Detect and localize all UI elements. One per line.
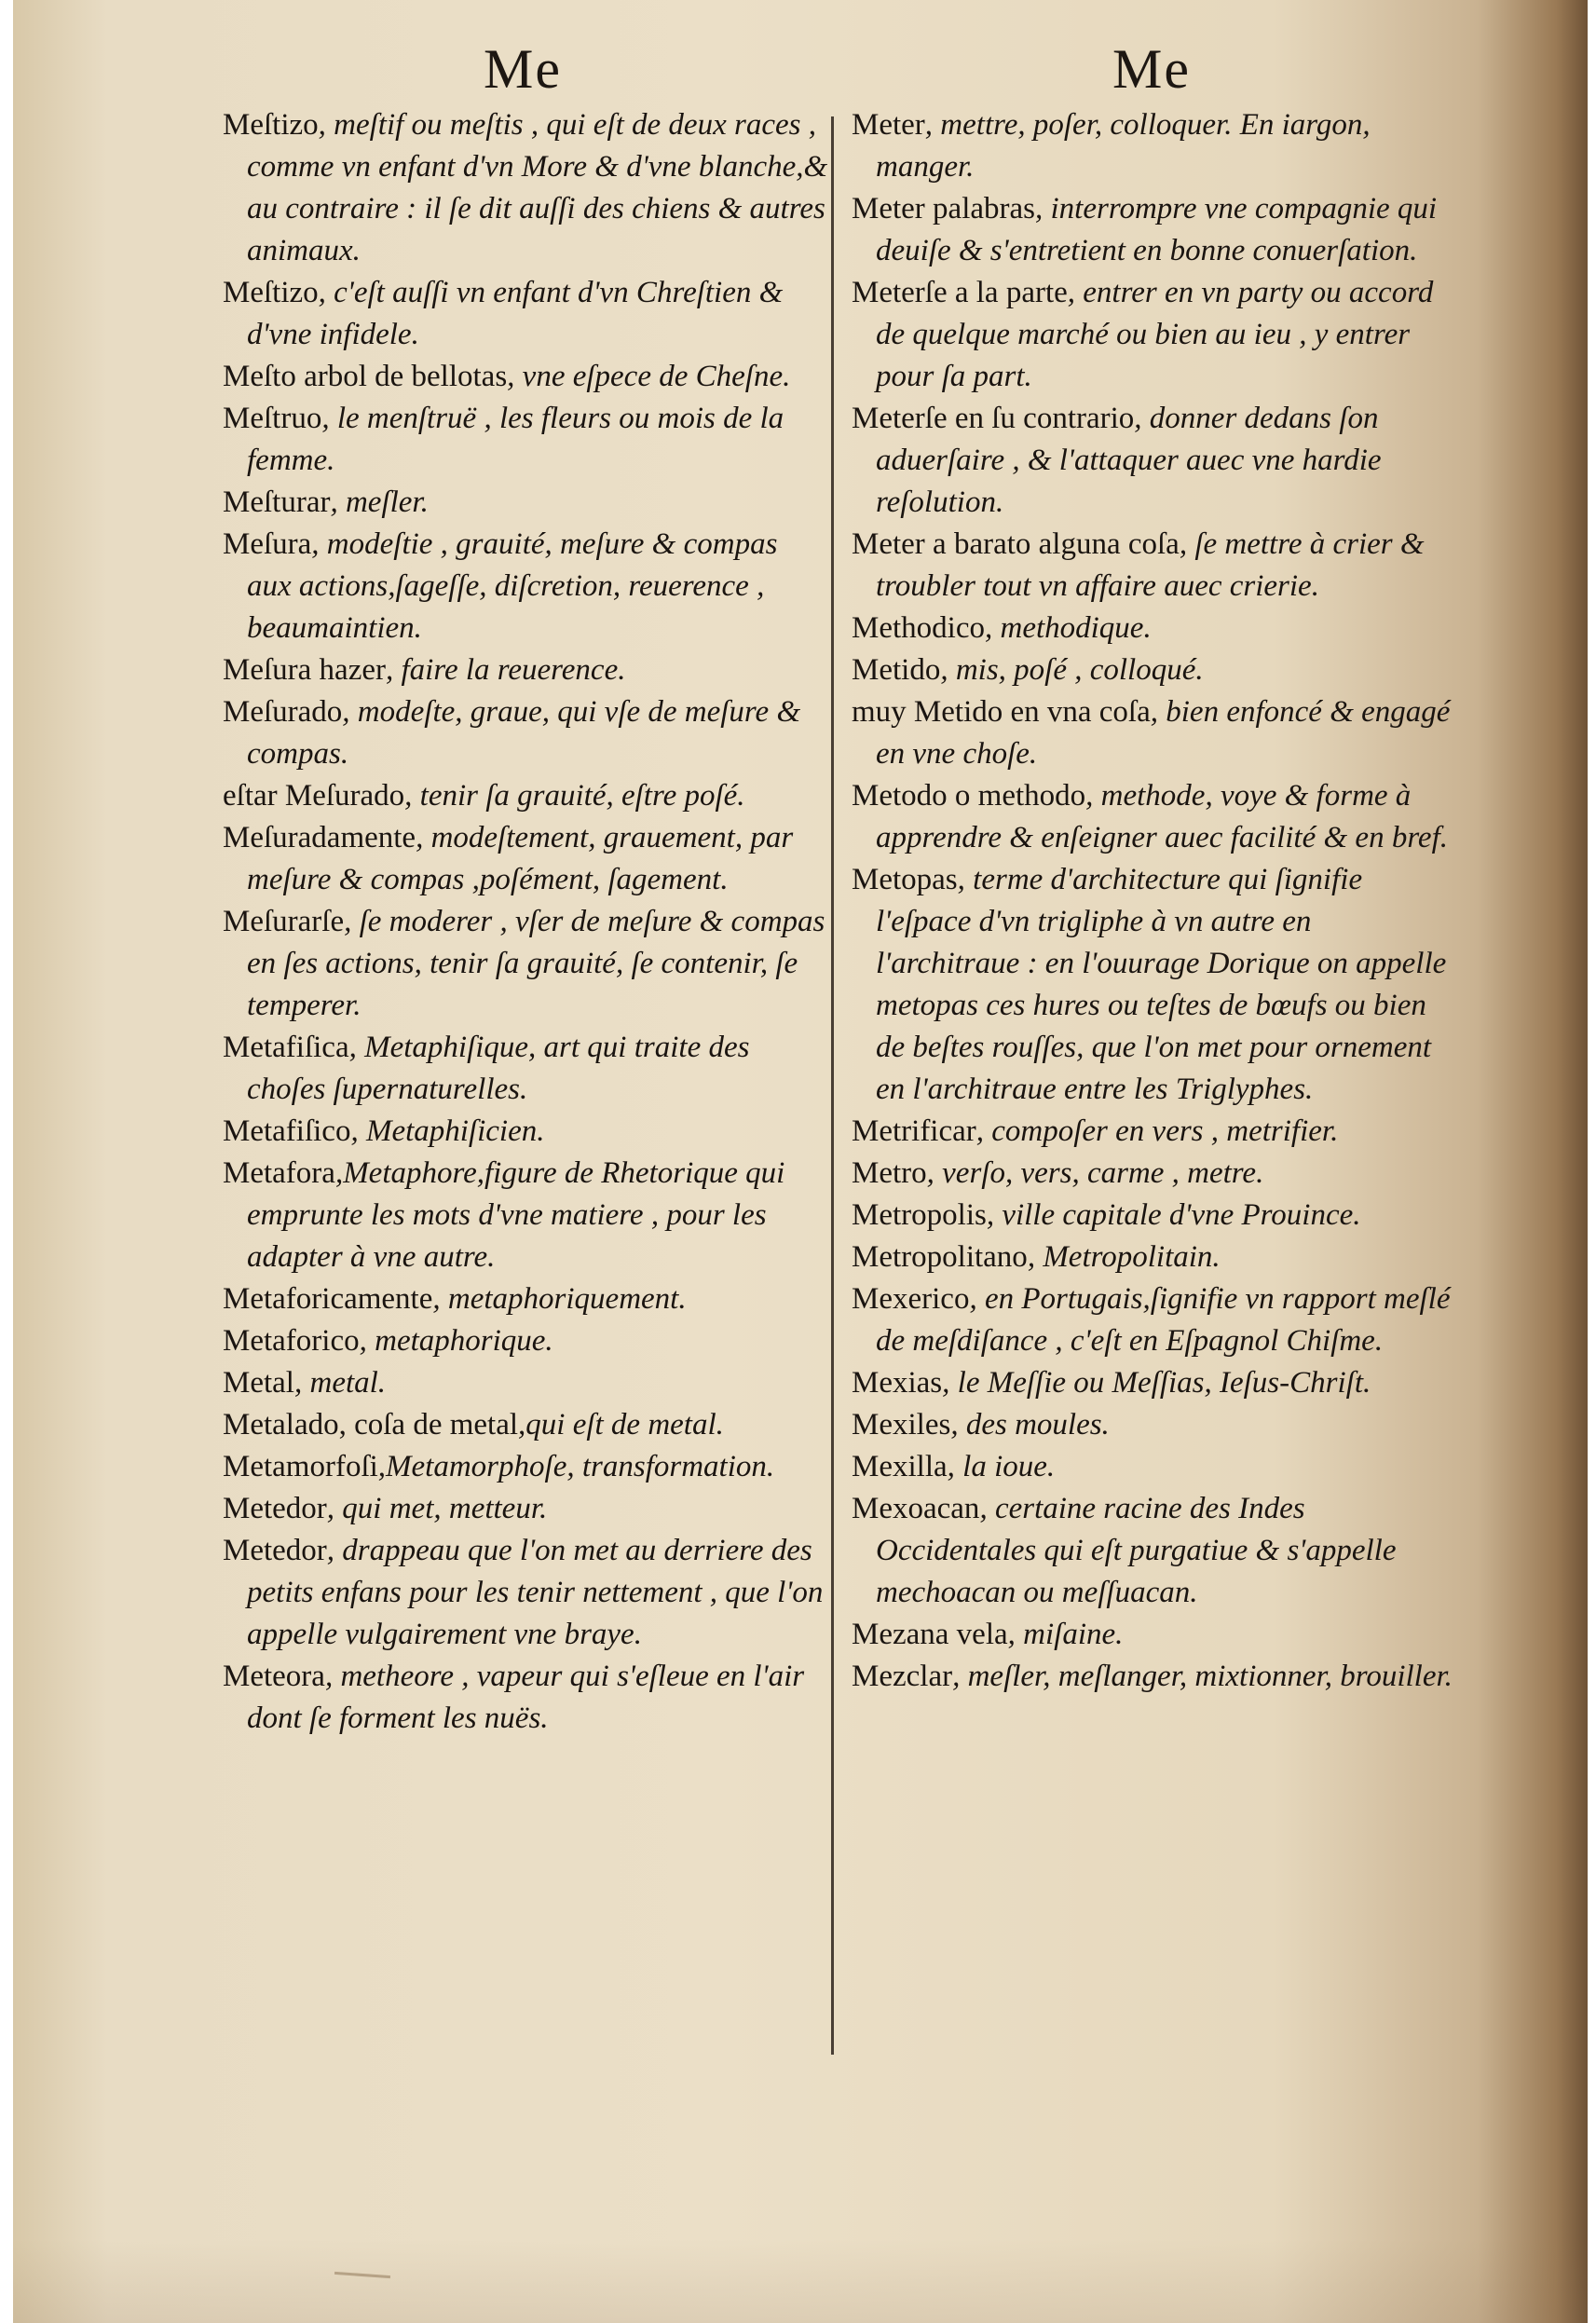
entry-headword: Metaforicamente xyxy=(223,1282,433,1316)
dictionary-entry xyxy=(223,1153,828,1278)
entry-definition: , faire la reuerence. xyxy=(385,653,626,687)
dictionary-entry xyxy=(223,649,828,691)
entry-definition: , meſler. xyxy=(330,485,429,519)
dictionary-entry xyxy=(223,817,828,901)
entry-definition: , modeſtie , grauité, meſure & compas aux actions,ſageſſe, diſcretion, reuerence , beaumaintien. xyxy=(247,527,778,645)
entry-headword: Meſuradamente xyxy=(223,821,416,854)
entry-definition: , metaphoriquement. xyxy=(432,1282,687,1316)
entry-definition: , tenir ſa grauité, eſtre poſé. xyxy=(404,779,745,813)
entry-definition: , le Meſſie ou Meſſias, Ieſus-Chriſt. xyxy=(942,1366,1371,1400)
dictionary-entry xyxy=(852,272,1457,398)
dictionary-entry xyxy=(223,1404,828,1446)
entry-headword: Metropolis xyxy=(852,1198,987,1232)
dictionary-entry xyxy=(223,482,828,524)
dictionary-entry xyxy=(852,1614,1457,1656)
entry-headword: Metro xyxy=(852,1156,927,1190)
entry-definition: , Metaphiſique, art qui traite des choſes ſupernaturelles. xyxy=(247,1031,750,1106)
entry-headword: Metido xyxy=(852,653,941,687)
entry-definition: , metaphorique. xyxy=(359,1324,553,1358)
entry-headword: Metrificar xyxy=(852,1114,976,1148)
entry-definition: , vne eſpece de Cheſne. xyxy=(507,360,791,393)
entry-headword: Metedor xyxy=(223,1492,327,1525)
entry-definition: , le menſtruë , les fleurs ou mois de la femme. xyxy=(247,402,784,477)
dictionary-entry xyxy=(852,1278,1457,1362)
entry-definition: , ſe mettre à crier & troubler tout vn affaire auec crierie. xyxy=(876,527,1425,603)
entry-headword: Meſtizo xyxy=(223,108,319,142)
entry-headword: Meterſe en ſu contrario xyxy=(852,402,1135,435)
dictionary-entry xyxy=(223,1027,828,1111)
entry-definition: , bien enfoncé & engagé en vne choſe. xyxy=(876,695,1451,771)
entry-headword: Meter palabras xyxy=(852,192,1035,225)
entry-headword: eſtar Meſurado xyxy=(223,779,405,813)
entry-headword: Meterſe a la parte xyxy=(852,276,1068,309)
entry-headword: Meſura xyxy=(223,527,312,561)
dictionary-entry xyxy=(852,1195,1457,1237)
dictionary-entry xyxy=(852,1153,1457,1195)
entry-definition: , meſtif ou meſtis , qui eſt de deux races , comme vn enfant d'vn More & d'vne blanche,& au contraire : il ſe dit auſſi des chiens & autres animaux. xyxy=(247,108,828,267)
dictionary-page xyxy=(13,0,1588,2323)
entry-definition: , modeſtement, grauement, par meſure & compas ,poſément, ſagement. xyxy=(247,821,794,896)
entry-headword: Metafiſica xyxy=(223,1031,349,1064)
dictionary-entry xyxy=(223,1488,828,1530)
entry-headword: Meteora xyxy=(223,1660,325,1693)
entry-definition: , interrompre vne compagnie qui deuiſe & s'entretient en bonne conuerſation. xyxy=(876,192,1438,267)
entry-headword: Metafora xyxy=(223,1156,335,1190)
entry-definition: , miſaine. xyxy=(1007,1618,1124,1651)
dictionary-entry xyxy=(852,1111,1457,1153)
entry-headword: Mexoacan xyxy=(852,1492,980,1525)
entry-headword: Metopas xyxy=(852,863,958,896)
entry-headword: Meter a barato alguna coſa xyxy=(852,527,1180,561)
entry-definition: ,Metaphore,figure de Rhetorique qui emprunte les mots d'vne matiere , pour les adapter à vne autre. xyxy=(247,1156,785,1274)
entry-definition: , metheore , vapeur qui s'eſleue en l'air dont ſe forment les nuës. xyxy=(247,1660,805,1735)
entry-headword: Meter xyxy=(852,108,925,142)
entry-headword: Meſura hazer xyxy=(223,653,386,687)
entry-definition: , mettre, poſer, colloquer. En iargon, manger. xyxy=(876,108,1371,184)
entry-headword: Metafiſico xyxy=(223,1114,351,1148)
entry-headword: Mexias xyxy=(852,1366,943,1400)
entry-definition: ,qui eſt de metal. xyxy=(518,1408,724,1442)
dictionary-entry xyxy=(852,1488,1457,1614)
entry-definition: , drappeau que l'on met au derriere des petits enfans pour les tenir nettement , que l'on appelle vulgairement vne braye. xyxy=(247,1534,824,1651)
dictionary-entry xyxy=(852,398,1457,524)
dictionary-entry xyxy=(852,524,1457,608)
entry-definition: , modeſte, graue, qui vſe de meſure & compas. xyxy=(247,695,801,771)
entry-definition: , methode, voye & forme à apprendre & enſeigner auec facilité & en bref. xyxy=(876,779,1448,854)
page-header-right: Me xyxy=(1112,38,1191,100)
entry-headword: Meſturar xyxy=(223,485,331,519)
entry-headword: Metropolitano xyxy=(852,1240,1028,1274)
dictionary-entry xyxy=(852,1237,1457,1278)
right-column xyxy=(852,104,1457,1698)
dictionary-entry xyxy=(223,1320,828,1362)
page-header-left: Me xyxy=(484,38,562,100)
entry-definition: , terme d'architecture qui ſignifie l'eſpace d'vn trigliphe à vn autre en l'architraue : en l'ouurage Dorique on appelle metopas ces hures ou teſtes de bœufs ou bien de beſtes rouſſes, que l'on met pour ornement en l'architraue entre les Triglyphes. xyxy=(876,863,1447,1106)
entry-headword: Meſurarſe xyxy=(223,905,345,938)
entry-headword: Mezclar xyxy=(852,1660,953,1693)
entry-headword: Meſtruo xyxy=(223,402,322,435)
entry-definition: , ville capitale d'vne Prouince. xyxy=(986,1198,1361,1232)
dictionary-entry xyxy=(223,1656,828,1740)
dictionary-entry xyxy=(852,1446,1457,1488)
entry-headword: Metodo o methodo xyxy=(852,779,1086,813)
dictionary-entry xyxy=(223,398,828,482)
entry-definition: , Metropolitain. xyxy=(1027,1240,1221,1274)
entry-definition: , en Portugais,ſignifie vn rapport meſlé de meſdiſance , c'eſt en Eſpagnol Chiſme. xyxy=(876,1282,1451,1358)
dictionary-entry xyxy=(223,104,828,272)
entry-headword: Metaforico xyxy=(223,1324,360,1358)
entry-definition: , mis, poſé , colloqué. xyxy=(940,653,1204,687)
dictionary-entry xyxy=(852,1404,1457,1446)
entry-definition: , metal. xyxy=(293,1366,387,1400)
dictionary-entry xyxy=(223,901,828,1027)
entry-headword: Metalado, coſa de metal xyxy=(223,1408,519,1442)
entry-definition: , ſe moderer , vſer de meſure & compas en ſes actions, tenir ſa grauité, ſe contenir, ſe temperer. xyxy=(247,905,825,1022)
dictionary-entry xyxy=(223,1530,828,1656)
column-divider xyxy=(831,116,834,2055)
entry-definition: , des moules. xyxy=(950,1408,1110,1442)
entry-headword: Mexerico xyxy=(852,1282,970,1316)
dictionary-entry xyxy=(852,1656,1457,1698)
entry-headword: Mezana vela xyxy=(852,1618,1008,1651)
entry-definition: , verſo, vers, carme , metre. xyxy=(926,1156,1264,1190)
left-column xyxy=(223,104,828,1740)
dictionary-entry xyxy=(852,104,1457,188)
entry-definition: , c'eſt auſſi vn enfant d'vn Chreſtien & d'vne infidele. xyxy=(247,276,784,351)
dictionary-entry xyxy=(852,649,1457,691)
dictionary-entry xyxy=(223,1111,828,1153)
entry-headword: Meſto arbol de bellotas xyxy=(223,360,508,393)
entry-headword: Methodico xyxy=(852,611,985,645)
entry-headword: Metal xyxy=(223,1366,294,1400)
entry-definition: , compoſer en vers , metrifier. xyxy=(975,1114,1339,1148)
entry-headword: Metedor xyxy=(223,1534,327,1567)
ink-mark xyxy=(334,2272,390,2278)
dictionary-entry xyxy=(852,1362,1457,1404)
dictionary-entry xyxy=(223,1446,828,1488)
entry-definition: , la ioue. xyxy=(947,1450,1056,1483)
entry-definition: , methodique. xyxy=(984,611,1152,645)
entry-headword: Metamorfoſi xyxy=(223,1450,378,1483)
dictionary-entry xyxy=(223,356,828,398)
dictionary-entry xyxy=(223,1362,828,1404)
entry-definition: , qui met, metteur. xyxy=(326,1492,548,1525)
dictionary-entry xyxy=(852,188,1457,272)
entry-headword: Meſtizo xyxy=(223,276,319,309)
entry-definition: ,Metamorphoſe, transformation. xyxy=(377,1450,775,1483)
entry-definition: , certaine racine des Indes Occidentales qui eſt purgatiue & s'appelle mechoacan ou meſſuacan. xyxy=(876,1492,1397,1609)
dictionary-entry xyxy=(852,775,1457,859)
dictionary-entry xyxy=(223,1278,828,1320)
entry-definition: , Metaphiſicien. xyxy=(350,1114,545,1148)
dictionary-entry xyxy=(223,272,828,356)
entry-headword: Meſurado xyxy=(223,695,343,729)
entry-headword: Mexiles xyxy=(852,1408,951,1442)
entry-definition: , entrer en vn party ou accord de quelque marché ou bien au ieu , y entrer pour ſa part. xyxy=(876,276,1434,393)
dictionary-entry xyxy=(223,524,828,649)
entry-headword: muy Metido en vna coſa xyxy=(852,695,1151,729)
entry-definition: , meſler, meſlanger, mixtionner, brouiller. xyxy=(952,1660,1453,1693)
dictionary-entry xyxy=(223,691,828,775)
dictionary-entry xyxy=(223,775,828,817)
dictionary-entry xyxy=(852,859,1457,1111)
dictionary-entry xyxy=(852,608,1457,649)
entry-definition: , donner dedans ſon aduerſaire , & l'attaquer auec vne hardie reſolution. xyxy=(876,402,1382,519)
entry-headword: Mexilla xyxy=(852,1450,948,1483)
dictionary-entry xyxy=(852,691,1457,775)
